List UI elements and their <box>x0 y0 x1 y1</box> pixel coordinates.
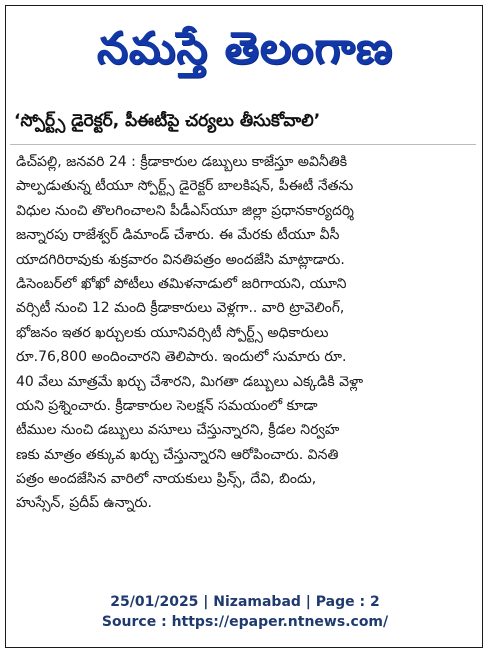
article-line: టీముల నుంచి డబ్బులు వసూలు చేస్తున్నారని, క్రీడల నిర్వహ <box>16 422 340 439</box>
footer-source-link[interactable]: Source : https://epaper.ntnews.com/ <box>101 614 389 630</box>
footer-date-edition-page: 25/01/2025 | Nizamabad | Page : 2 <box>110 594 380 610</box>
article-line: డిసెంబర్‌లో ఖోఖో పోటీలు తమిళనాడులో జరిగాయని, యూని <box>16 275 347 292</box>
article-line: వర్సిటీ నుంచి 12 మంది క్రీడాకారులు వెళ్లగా.. వారి ట్రావెలింగ్, <box>16 300 345 317</box>
article-line: జన్నారపు రాజేశ్వర్ డిమాండ్ చేశారు. ఈ మేరకు టీయూ వీసీ <box>16 227 340 244</box>
article-line: హుస్సేన్, ప్రదీప్ ఉన్నారు. <box>16 495 152 512</box>
article-line: భోజనం ఇతర ఖర్చులకు యూనివర్సిటీ స్పోర్ట్స్ అధికారులు <box>16 324 329 341</box>
article-line: యాదగిరిరావుకు శుక్రవారం వినతిపత్రం అందజేసి మాట్లాడారు. <box>16 251 345 268</box>
article-line: పత్రం అందజేసిన వారిలో నాయకులు ప్రిన్స్, దేవి, బిందు, <box>16 471 317 488</box>
article-line: విధుల నుంచి తొలగించాలని పీడీఎస్‌యూ జిల్లా ప్రధానకార్యదర్శి <box>16 202 354 219</box>
article-line: పాల్పడుతున్న టీయూ స్పోర్ట్స్ డైరెక్టర్ బాలకిషన్, పీఈటీ నేతను <box>16 178 354 195</box>
article-body <box>16 150 476 516</box>
article-line: డిచ్‌పల్లి, జనవరి 24 : క్రీడాకారుల డబ్బులు కాజేస్తూ అవినీతికి <box>16 154 348 170</box>
article-headline: ‘స్పోర్ట్స్ డైరెక్టర్, పీఈటీపై చర్యలు తీసుకోవాలి’ <box>14 111 321 131</box>
epaper-footer <box>0 592 490 632</box>
newspaper-masthead-logo <box>40 10 450 88</box>
article-line: రూ.76,800 అందించారని తెలిపారు. ఇందులో సుమారు రూ. <box>16 349 347 366</box>
article-line: 40 వేలు మాత్రమే ఖర్చు చేశారని, మిగతా డబ్బులు ఎక్కడికి వెళ్లా <box>16 373 364 390</box>
article-line: యని ప్రశ్నించారు. క్రీడాకారుల సెలక్షన్ సమయంలో కూడా <box>16 397 318 414</box>
headline-divider <box>10 144 476 145</box>
masthead-title: నమస్తే తెలంగాణ <box>96 23 394 74</box>
article-line: ణకు మాత్రం తక్కువ ఖర్చు చేస్తున్నారని ఆరోపించారు. వినతి <box>16 446 339 463</box>
